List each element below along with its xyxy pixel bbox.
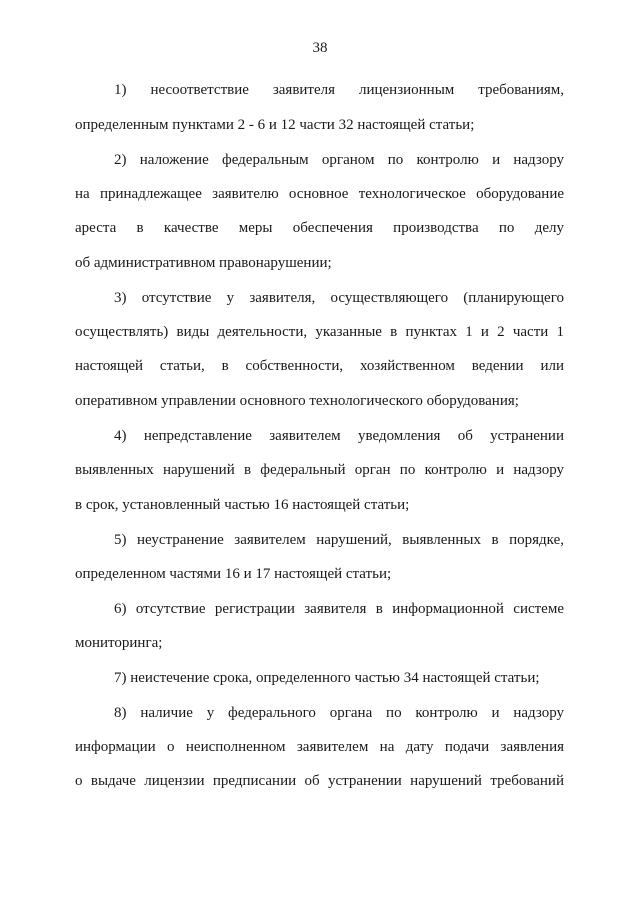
text-line: 3) отсутствие у заявителя, осуществляющего (планирующего (114, 290, 564, 306)
text-line: выявленных нарушений в федеральный орган по контролю и надзору (75, 462, 564, 478)
text-line: о выдаче лицензии предписании об устранении нарушений требований (75, 773, 564, 789)
text-line: об административном правонарушении; (75, 255, 332, 271)
text-line: определенном частями 16 и 17 настоящей статьи; (75, 566, 392, 582)
text-line: 1) несоответствие заявителя лицензионным требованиям, (114, 82, 564, 98)
text-line: оперативном управлении основного технологического оборудования; (75, 393, 519, 409)
page-number: 38 (312, 40, 328, 56)
text-line: 6) отсутствие регистрации заявителя в информационной системе (114, 601, 564, 617)
text-line: 8) наличие у федерального органа по контролю и надзору (114, 705, 564, 721)
text-line: ареста в качестве меры обеспечения производства по делу (75, 220, 564, 236)
text-line: мониторинга; (75, 635, 163, 651)
text-line: осуществлять) виды деятельности, указанные в пунктах 1 и 2 части 1 (75, 324, 564, 340)
text-line: в срок, установленный частью 16 настоящей статьи; (75, 497, 410, 513)
text-line: 5) неустранение заявителем нарушений, выявленных в порядке, (114, 532, 564, 548)
text-line: 2) наложение федеральным органом по контролю и надзору (114, 152, 564, 168)
text-line: информации о неисполненном заявителем на дату подачи заявления (75, 739, 564, 755)
text-line: 4) непредставление заявителем уведомления об устранении (114, 428, 564, 444)
text-line: определенным пунктами 2 - 6 и 12 части 32 настоящей статьи; (75, 117, 475, 133)
text-line: 7) неистечение срока, определенного частью 34 настоящей статьи; (114, 670, 540, 686)
text-line: на принадлежащее заявителю основное технологическое оборудование (75, 186, 564, 202)
text-line: настоящей статьи, в собственности, хозяйственном ведении или (75, 358, 564, 374)
